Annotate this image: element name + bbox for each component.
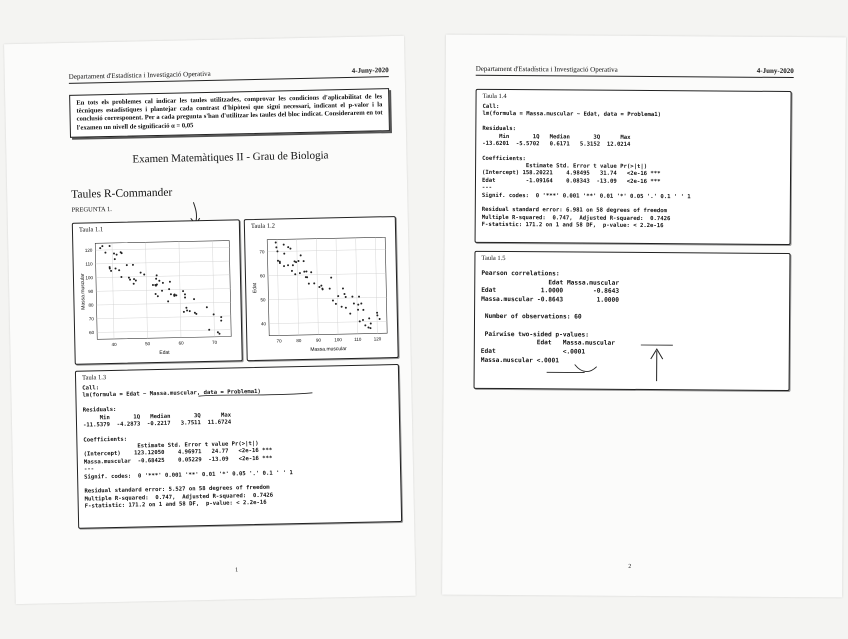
data-point bbox=[300, 254, 302, 256]
data-point bbox=[351, 296, 353, 298]
data-point bbox=[329, 288, 331, 290]
data-point bbox=[362, 309, 364, 311]
page-header bbox=[476, 63, 794, 78]
data-point bbox=[283, 244, 285, 246]
data-point bbox=[318, 286, 320, 288]
x-tick-label: 80 bbox=[296, 338, 302, 344]
data-point bbox=[113, 252, 115, 254]
y-tick-label: 80 bbox=[88, 302, 94, 308]
table-caption: Taula 1.2 bbox=[250, 222, 276, 231]
data-point bbox=[99, 247, 101, 249]
scatter-plot bbox=[249, 231, 394, 356]
data-point bbox=[358, 296, 360, 298]
scatter-plot bbox=[77, 234, 238, 359]
data-point bbox=[116, 254, 118, 256]
data-point bbox=[376, 312, 378, 314]
data-point bbox=[120, 276, 122, 278]
data-point bbox=[330, 277, 332, 279]
data-point bbox=[140, 272, 142, 274]
y-tick-label: 70 bbox=[259, 249, 265, 255]
data-point bbox=[369, 327, 371, 329]
data-point bbox=[283, 265, 285, 267]
data-point bbox=[313, 282, 315, 284]
data-point bbox=[320, 285, 322, 287]
data-point bbox=[155, 278, 157, 280]
page-header bbox=[69, 64, 389, 84]
section-title: Taules R-Commander bbox=[71, 186, 173, 201]
data-point bbox=[157, 295, 159, 297]
data-point bbox=[183, 311, 185, 313]
data-point bbox=[189, 310, 191, 312]
x-tick-label: 70 bbox=[276, 338, 282, 344]
y-tick-label: 70 bbox=[88, 316, 94, 322]
data-point bbox=[220, 320, 222, 322]
data-point bbox=[143, 274, 145, 276]
data-point bbox=[129, 279, 131, 281]
data-point bbox=[308, 283, 310, 285]
data-point bbox=[133, 283, 135, 285]
data-point bbox=[218, 333, 220, 335]
table-1-3-regression-output bbox=[75, 364, 402, 529]
data-point bbox=[118, 269, 120, 271]
data-point bbox=[292, 264, 294, 266]
exam-date: 4-Juny-2020 bbox=[756, 66, 794, 76]
data-point bbox=[184, 293, 186, 295]
data-point bbox=[155, 293, 157, 295]
data-point bbox=[109, 245, 111, 247]
data-point bbox=[343, 293, 345, 295]
table-1-2-scatterplot bbox=[244, 216, 399, 361]
data-point bbox=[185, 307, 187, 309]
data-point bbox=[291, 270, 293, 272]
r-output: Pearson correlations: Edat Massa.muscular Edat 1.0000 -0.8643 Massa.muscular -0.8643 1.0000 Number of observations: 60 Pairwise two-sided p-values: Edat Massa.muscular Edat <.0001 Massa.muscular <.0001 bbox=[480, 269, 620, 365]
exam-page-1 bbox=[4, 36, 416, 604]
data-point bbox=[337, 295, 339, 297]
handwritten-underline bbox=[196, 391, 316, 400]
data-point bbox=[287, 246, 289, 248]
department-name: Departament d'Estadística i Investigació Operativa bbox=[68, 69, 211, 81]
data-point bbox=[220, 316, 222, 318]
data-point bbox=[169, 281, 171, 283]
data-point bbox=[114, 258, 116, 260]
question-label: PREGUNTA 1. bbox=[71, 205, 112, 214]
x-tick-label: 70 bbox=[212, 339, 218, 345]
data-point bbox=[276, 250, 278, 252]
data-point bbox=[217, 331, 219, 333]
y-tick-label: 120 bbox=[84, 247, 93, 253]
exam-title: Examen Matemàtiques II - Grau de Biologia bbox=[132, 149, 329, 166]
y-tick-label: 40 bbox=[260, 321, 267, 327]
x-tick-label: 50 bbox=[145, 341, 151, 347]
y-tick-label: 60 bbox=[259, 273, 266, 279]
table-1-1-scatterplot bbox=[72, 219, 243, 364]
x-tick-label: 40 bbox=[111, 341, 117, 348]
r-output: Call: lm(formula = Edat ~ Massa.muscular, data = Problema1) Residuals: Min 1Q Median 3Q Max -11.5379 -4.2873 -0.2217 3.7511 11.6724 Coefficients: Estimate Std. Error t value Pr(>|t|) (Intercept) 123.12050 4.96971 24.77 <2e-16 *** Massa.muscular -0.68425 0.05229 -13.09 <2e-16 *** --- Signif. codes: 0 '***' 0.001 '**' 0.01 '*' 0.05 '.' 0.1 ' ' 1 Residual standard error: 5.527 on 58 degrees of freedom Multiple R-squared: 0.747, Adjusted R-squared: 0.7426 F-statistic: 171.2 on 1 and 58 DF, p-value: < 2.2e-16 bbox=[82, 385, 293, 510]
data-point bbox=[345, 307, 347, 309]
data-point bbox=[370, 322, 372, 324]
data-point bbox=[184, 296, 186, 298]
data-point bbox=[186, 309, 188, 311]
data-point bbox=[359, 320, 361, 322]
y-tick-label: 90 bbox=[88, 288, 94, 294]
data-point bbox=[182, 290, 184, 292]
data-point bbox=[360, 303, 362, 305]
x-tick-label: 90 bbox=[315, 337, 322, 343]
data-point bbox=[379, 318, 381, 320]
data-point bbox=[299, 272, 301, 274]
data-point bbox=[133, 278, 135, 280]
data-point bbox=[132, 264, 134, 266]
x-tick-label: 60 bbox=[178, 340, 184, 346]
data-point bbox=[135, 280, 137, 282]
data-point bbox=[170, 293, 172, 295]
data-point bbox=[357, 304, 359, 306]
data-point bbox=[158, 280, 160, 282]
data-point bbox=[335, 303, 337, 305]
table-caption: Taula 1.5 bbox=[481, 254, 506, 263]
data-point bbox=[104, 252, 106, 254]
x-tick-label: 120 bbox=[373, 336, 382, 342]
y-tick-label: 50 bbox=[260, 297, 266, 303]
data-point bbox=[167, 300, 169, 302]
exam-date: 4-Juny-2020 bbox=[351, 66, 389, 75]
exam-page-2 bbox=[442, 35, 846, 598]
x-tick-label: 100 bbox=[334, 337, 342, 343]
data-point bbox=[152, 284, 154, 286]
page-number: 2 bbox=[628, 563, 632, 570]
data-point bbox=[367, 326, 369, 328]
data-point bbox=[368, 317, 370, 319]
y-tick-label: 60 bbox=[89, 330, 95, 336]
data-point bbox=[162, 282, 164, 284]
data-point bbox=[287, 264, 289, 266]
data-point bbox=[193, 298, 195, 300]
data-point bbox=[305, 270, 307, 272]
data-point bbox=[213, 313, 215, 315]
y-tick-label: 100 bbox=[85, 275, 94, 281]
data-point bbox=[303, 271, 305, 273]
data-point bbox=[206, 306, 208, 308]
data-point bbox=[353, 302, 355, 304]
r-output: Call: lm(formula = Massa.muscular ~ Edat, data = Problema1) Residuals: Min 1Q Median 3Q Max -13.6201 -5.5702 0.6171 5.3152 12.0214 Coefficients: Estimate Std. Error t value Pr(>|t|) (Intercept) 158.20221 4.98495 31.74 <2e-16 *** Edat -1.09164 0.08343 -13.09 <2e-16 *** --- Signif. codes: 0 '***' 0.001 '**' 0.01 '*' 0.05 '.' 0.1 ' ' 1 Residual standard error: 6.981 on 58 degrees of freedom Multiple R-squared: 0.747, Adjusted R-squared: 0.7426 F-statistic: 171.2 on 1 and 58 DF, p-value: < 2.2e-16 bbox=[481, 103, 691, 230]
handwritten-marks bbox=[545, 334, 705, 383]
data-point bbox=[115, 268, 117, 270]
data-point bbox=[341, 306, 343, 308]
data-point bbox=[110, 270, 112, 272]
table-caption: Taula 1.1 bbox=[78, 226, 104, 234]
data-point bbox=[289, 248, 291, 250]
data-point bbox=[332, 299, 334, 301]
data-point bbox=[362, 319, 364, 321]
x-tick-label: 110 bbox=[354, 336, 362, 342]
data-point bbox=[175, 294, 177, 296]
x-axis-label: Edat bbox=[159, 349, 170, 357]
data-point bbox=[349, 313, 351, 315]
page-number: 1 bbox=[235, 567, 239, 574]
table-caption: Taula 1.4 bbox=[482, 92, 507, 101]
x-axis-label: Massa.muscular bbox=[310, 346, 347, 353]
data-point bbox=[345, 296, 347, 298]
data-point bbox=[208, 329, 210, 331]
table-caption: Taula 1.3 bbox=[81, 374, 107, 382]
data-point bbox=[283, 253, 285, 255]
data-point bbox=[342, 287, 344, 289]
data-point bbox=[376, 314, 378, 316]
data-point bbox=[126, 264, 128, 266]
y-axis-label: Edat bbox=[252, 282, 259, 294]
data-point bbox=[101, 245, 103, 247]
y-tick-label: 110 bbox=[85, 261, 93, 267]
table-1-5-correlation-output bbox=[474, 251, 791, 391]
table-1-4-regression-output bbox=[475, 89, 792, 245]
data-point bbox=[303, 260, 305, 262]
data-point bbox=[364, 324, 366, 326]
department-name: Departament d'Estadística i Investigació Operativa bbox=[475, 64, 618, 74]
instructions-box: En tots els problemes cal indicar les taules utilitzades, comprovar les condicions d'aplicabilitat de les tècniques estadístiques i plantejar cada contrast d'hipòtesi que sigui necessari, indicant el p-valor i la conclusió corresponent. Per a cada pregunta s'han d'utilitzar les taules del bloc indicat. Considerarem en tot l'examen un nivell de significació α = 0,05 bbox=[69, 88, 390, 138]
data-point bbox=[275, 242, 277, 244]
data-point bbox=[297, 260, 299, 262]
data-point bbox=[310, 271, 312, 273]
y-axis-label: Massa.muscular bbox=[79, 273, 87, 310]
